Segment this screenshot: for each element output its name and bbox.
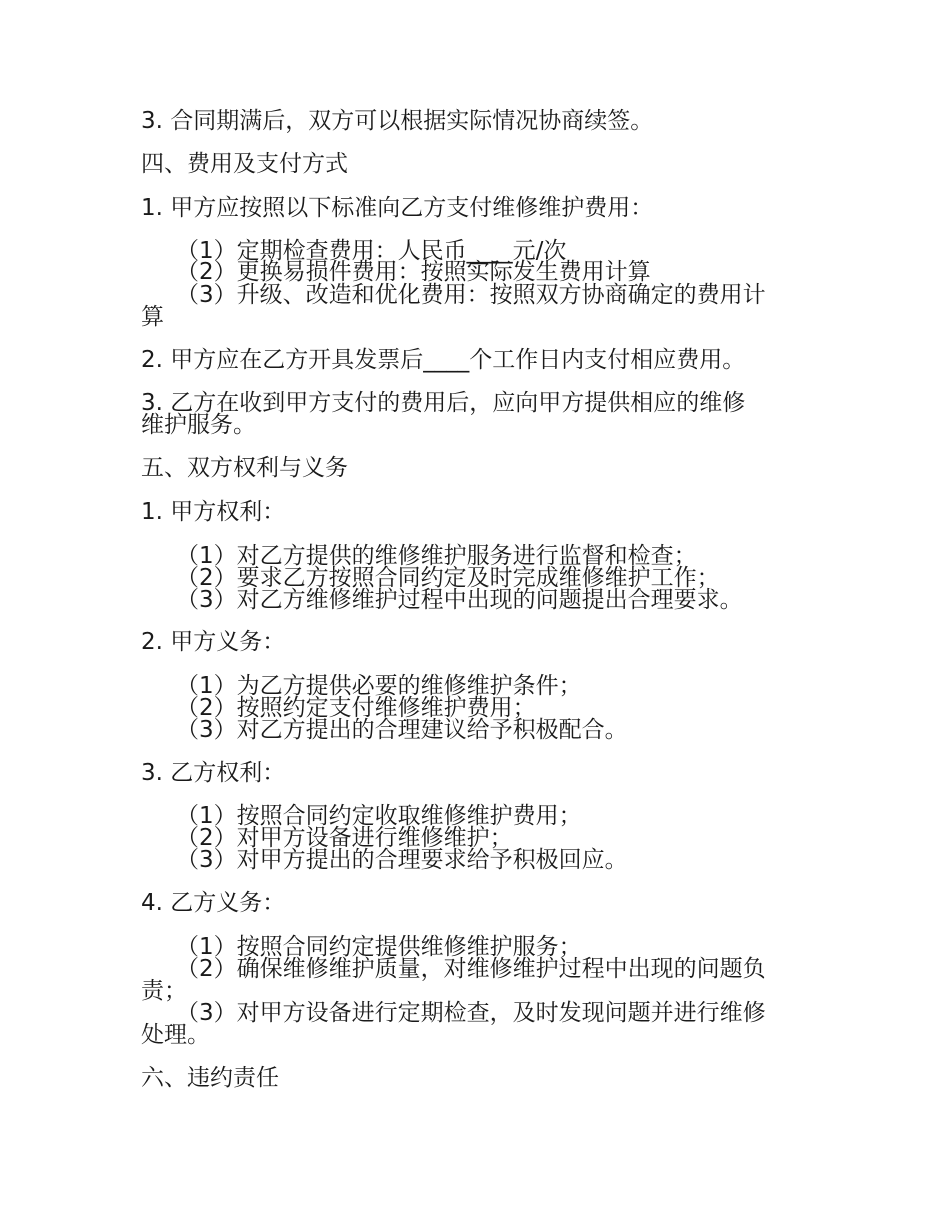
party-b-right-2: （2）对甲方设备进行维修维护；	[176, 825, 513, 851]
party-a-duty-1: （1）为乙方提供必要的维修维护条件；	[176, 673, 582, 699]
party-b-duty-2: （2）确保维修维护质量，对维修维护过程中出现的问题负	[176, 956, 766, 982]
party-b-rights-heading: 3. 乙方权利：	[141, 760, 286, 786]
party-a-duties-heading: 2. 甲方义务：	[141, 629, 286, 655]
party-b-duty-3: （3）对甲方设备进行定期检查，及时发现问题并进行维修	[176, 1000, 766, 1026]
clause-payment-deadline: 2. 甲方应在乙方开具发票后____个工作日内支付相应费用。	[141, 347, 746, 373]
section-heading-breach: 六、违约责任	[141, 1065, 279, 1091]
party-b-duties-heading: 4. 乙方义务：	[141, 890, 286, 916]
party-b-duty-3-cont: 处理。	[141, 1022, 210, 1048]
section-heading-rights: 五、双方权利与义务	[141, 455, 348, 481]
party-a-duty-3: （3）对乙方提出的合理建议给予积极配合。	[176, 717, 628, 743]
clause-service-after-payment-cont: 维护服务。	[141, 412, 256, 438]
fee-item-inspection: （1）定期检查费用：人民币____元/次	[176, 238, 567, 264]
party-a-duty-2: （2）按照约定支付维修维护费用；	[176, 695, 536, 721]
party-b-right-1: （1）按照合同约定收取维修维护费用；	[176, 803, 582, 829]
section-heading-fees: 四、费用及支付方式	[141, 151, 348, 177]
fee-item-upgrade: （3）升级、改造和优化费用：按照双方协商确定的费用计	[176, 282, 766, 308]
party-a-rights-heading: 1. 甲方权利：	[141, 499, 286, 525]
clause-service-after-payment: 3. 乙方在收到甲方支付的费用后，应向甲方提供相应的维修	[141, 390, 746, 416]
party-a-right-3: （3）对乙方维修维护过程中出现的问题提出合理要求。	[176, 587, 743, 613]
fee-item-upgrade-cont: 算	[141, 304, 164, 330]
clause-fee-standard: 1. 甲方应按照以下标准向乙方支付维修维护费用：	[141, 195, 654, 221]
fee-item-parts: （2）更换易损件费用：按照实际发生费用计算	[176, 259, 651, 285]
clause-renewal: 3. 合同期满后，双方可以根据实际情况协商续签。	[141, 108, 654, 134]
party-b-duty-2-cont: 责；	[141, 978, 187, 1004]
party-a-right-1: （1）对乙方提供的维修维护服务进行监督和检查；	[176, 543, 697, 569]
party-a-right-2: （2）要求乙方按照合同约定及时完成维修维护工作；	[176, 565, 720, 591]
party-b-duty-1: （1）按照合同约定提供维修维护服务；	[176, 934, 582, 960]
party-b-right-3: （3）对甲方提出的合理要求给予积极回应。	[176, 847, 628, 873]
